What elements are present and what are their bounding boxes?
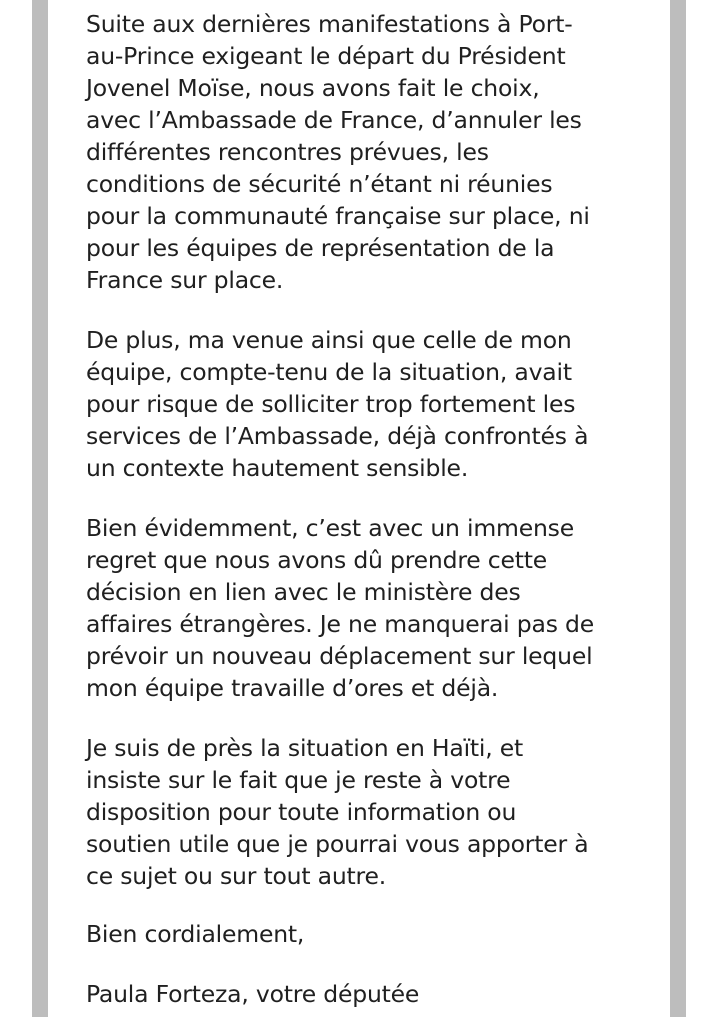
text-line: ce sujet ou sur tout autre. [86,862,387,890]
signature-text: Paula Forteza, votre députée [86,980,420,1008]
paragraph-gap [86,950,646,978]
right-page-border [670,0,686,1017]
text-line: Suite aux dernières manifestations à Port- [86,10,573,38]
text-line: soutien utile que je pourrai vous apporter à [86,830,589,858]
text-line: disposition pour toute information ou [86,798,517,826]
text-line: avec l’Ambassade de France, d’annuler les [86,106,582,134]
paragraph-gap [86,892,646,918]
text-line: au-Prince exigeant le départ du Président [86,42,566,70]
paragraph-2 [86,324,646,484]
text-line: regret que nous avons dû prendre cette [86,546,548,574]
text-line: Bien évidemment, c’est avec un immense [86,514,574,542]
closing-paragraph [86,918,646,950]
text-line: un contexte hautement sensible. [86,454,469,482]
paragraph-gap [86,704,646,732]
text-line: De plus, ma venue ainsi que celle de mon [86,326,572,354]
text-line: pour les équipes de représentation de la [86,234,555,262]
closing-text: Bien cordialement, [86,920,305,948]
text-line: mon équipe travaille d’ores et déjà. [86,674,499,702]
text-line: Jovenel Moïse, nous avons fait le choix, [86,74,540,102]
text-line: pour risque de solliciter trop fortement les [86,390,576,418]
signature-paragraph [86,978,646,1010]
letter-body [86,8,646,1010]
paragraph-3 [86,512,646,704]
text-line: décision en lien avec le ministère des [86,578,521,606]
text-line: pour la communauté française sur place, ni [86,202,590,230]
text-line: différentes rencontres prévues, les [86,138,489,166]
paragraph-4 [86,732,646,892]
text-line: France sur place. [86,266,284,294]
letter-page [48,0,670,1017]
text-line: conditions de sécurité n’étant ni réunies [86,170,553,198]
left-page-border [32,0,48,1017]
text-line: équipe, compte-tenu de la situation, avait [86,358,572,386]
text-line: services de l’Ambassade, déjà confrontés à [86,422,589,450]
text-line: insiste sur le fait que je reste à votre [86,766,511,794]
text-line: affaires étrangères. Je ne manquerai pas de [86,610,594,638]
paragraph-gap [86,484,646,512]
text-line: prévoir un nouveau déplacement sur lequel [86,642,593,670]
paragraph-gap [86,296,646,324]
text-line: Je suis de près la situation en Haïti, et [86,734,524,762]
paragraph-1 [86,8,646,296]
